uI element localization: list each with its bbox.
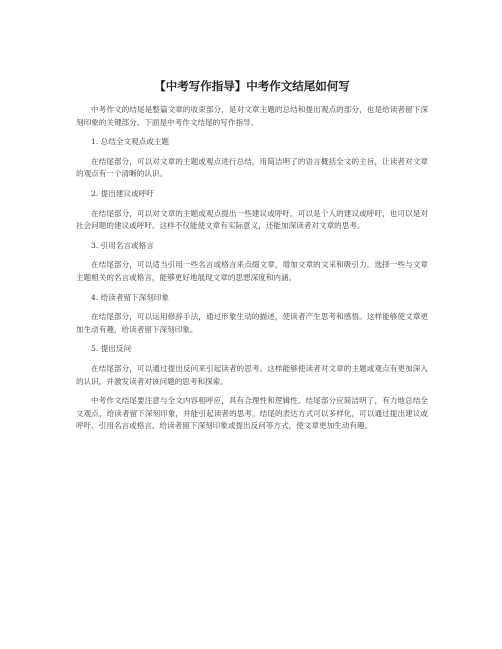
section-body-3: 在结尾部分，可以适当引用一些名言或格言来点缀文章，增加文章的文采和吸引力。选择一些与文章主题相关的名言或格言，能够更好地展现文章的思想深度和内涵。 [76,260,428,282]
section-heading-3: 3. 引用名言或格言 [91,240,154,250]
section-heading-1: 1. 总结全文观点或主题 [91,137,170,147]
section-body-1: 在结尾部分，可以对文章的主题或观点进行总结，用简洁明了的语言概括全文的主旨，让读者对文章的观点有一个清晰的认识。 [76,156,428,179]
intro-paragraph: 中考作文的结尾是整篇文章的收束部分，是对文章主题的总结和提出观点的部分，也是给读者留下深刻印象的关键部分。下面是中考作文结尾的写作指导。 [76,105,428,127]
section-heading-4: 4. 给读者留下深刻印象 [91,292,170,302]
section-heading-5: 5. 提出反问 [91,344,132,354]
document-title: 【中考写作指导】中考作文结尾如何写 [154,79,350,93]
section-body-2: 在结尾部分，可以对文章的主题或观点提出一些建议或呼吁。可以是个人的建议或呼吁，也可以是对社会问题的建议或呼吁。这样不仅能使文章有实际意义，还能加深读者对文章的思考。 [76,208,428,231]
section-heading-2: 2. 提出建议或呼吁 [91,188,154,198]
section-body-4: 在结尾部分，可以运用修辞手法，通过形象生动的描述，使读者产生思考和感悟。这样能够使文章更加生动有趣，给读者留下深刻印象。 [76,312,428,334]
document-page [76,78,428,440]
section-body-5: 在结尾部分，可以通过提出反问来引起读者的思考。这样能够使读者对文章的主题或观点有更加深入的认识，并激发读者对该问题的思考和探索。 [76,363,428,386]
conclusion-paragraph: 中考作文结尾要注意与全文内容相呼应，具有合理性和逻辑性。结尾部分应简洁明了，有力地总结全文观点，给读者留下深刻印象，并能引起读者的思考。结尾的表达方式可以多样化，可以通过提出建议或呼吁、引用名言或格言、给读者留下深刻印象或提出反问等方式，使文章更加生动有趣。 [76,396,428,431]
